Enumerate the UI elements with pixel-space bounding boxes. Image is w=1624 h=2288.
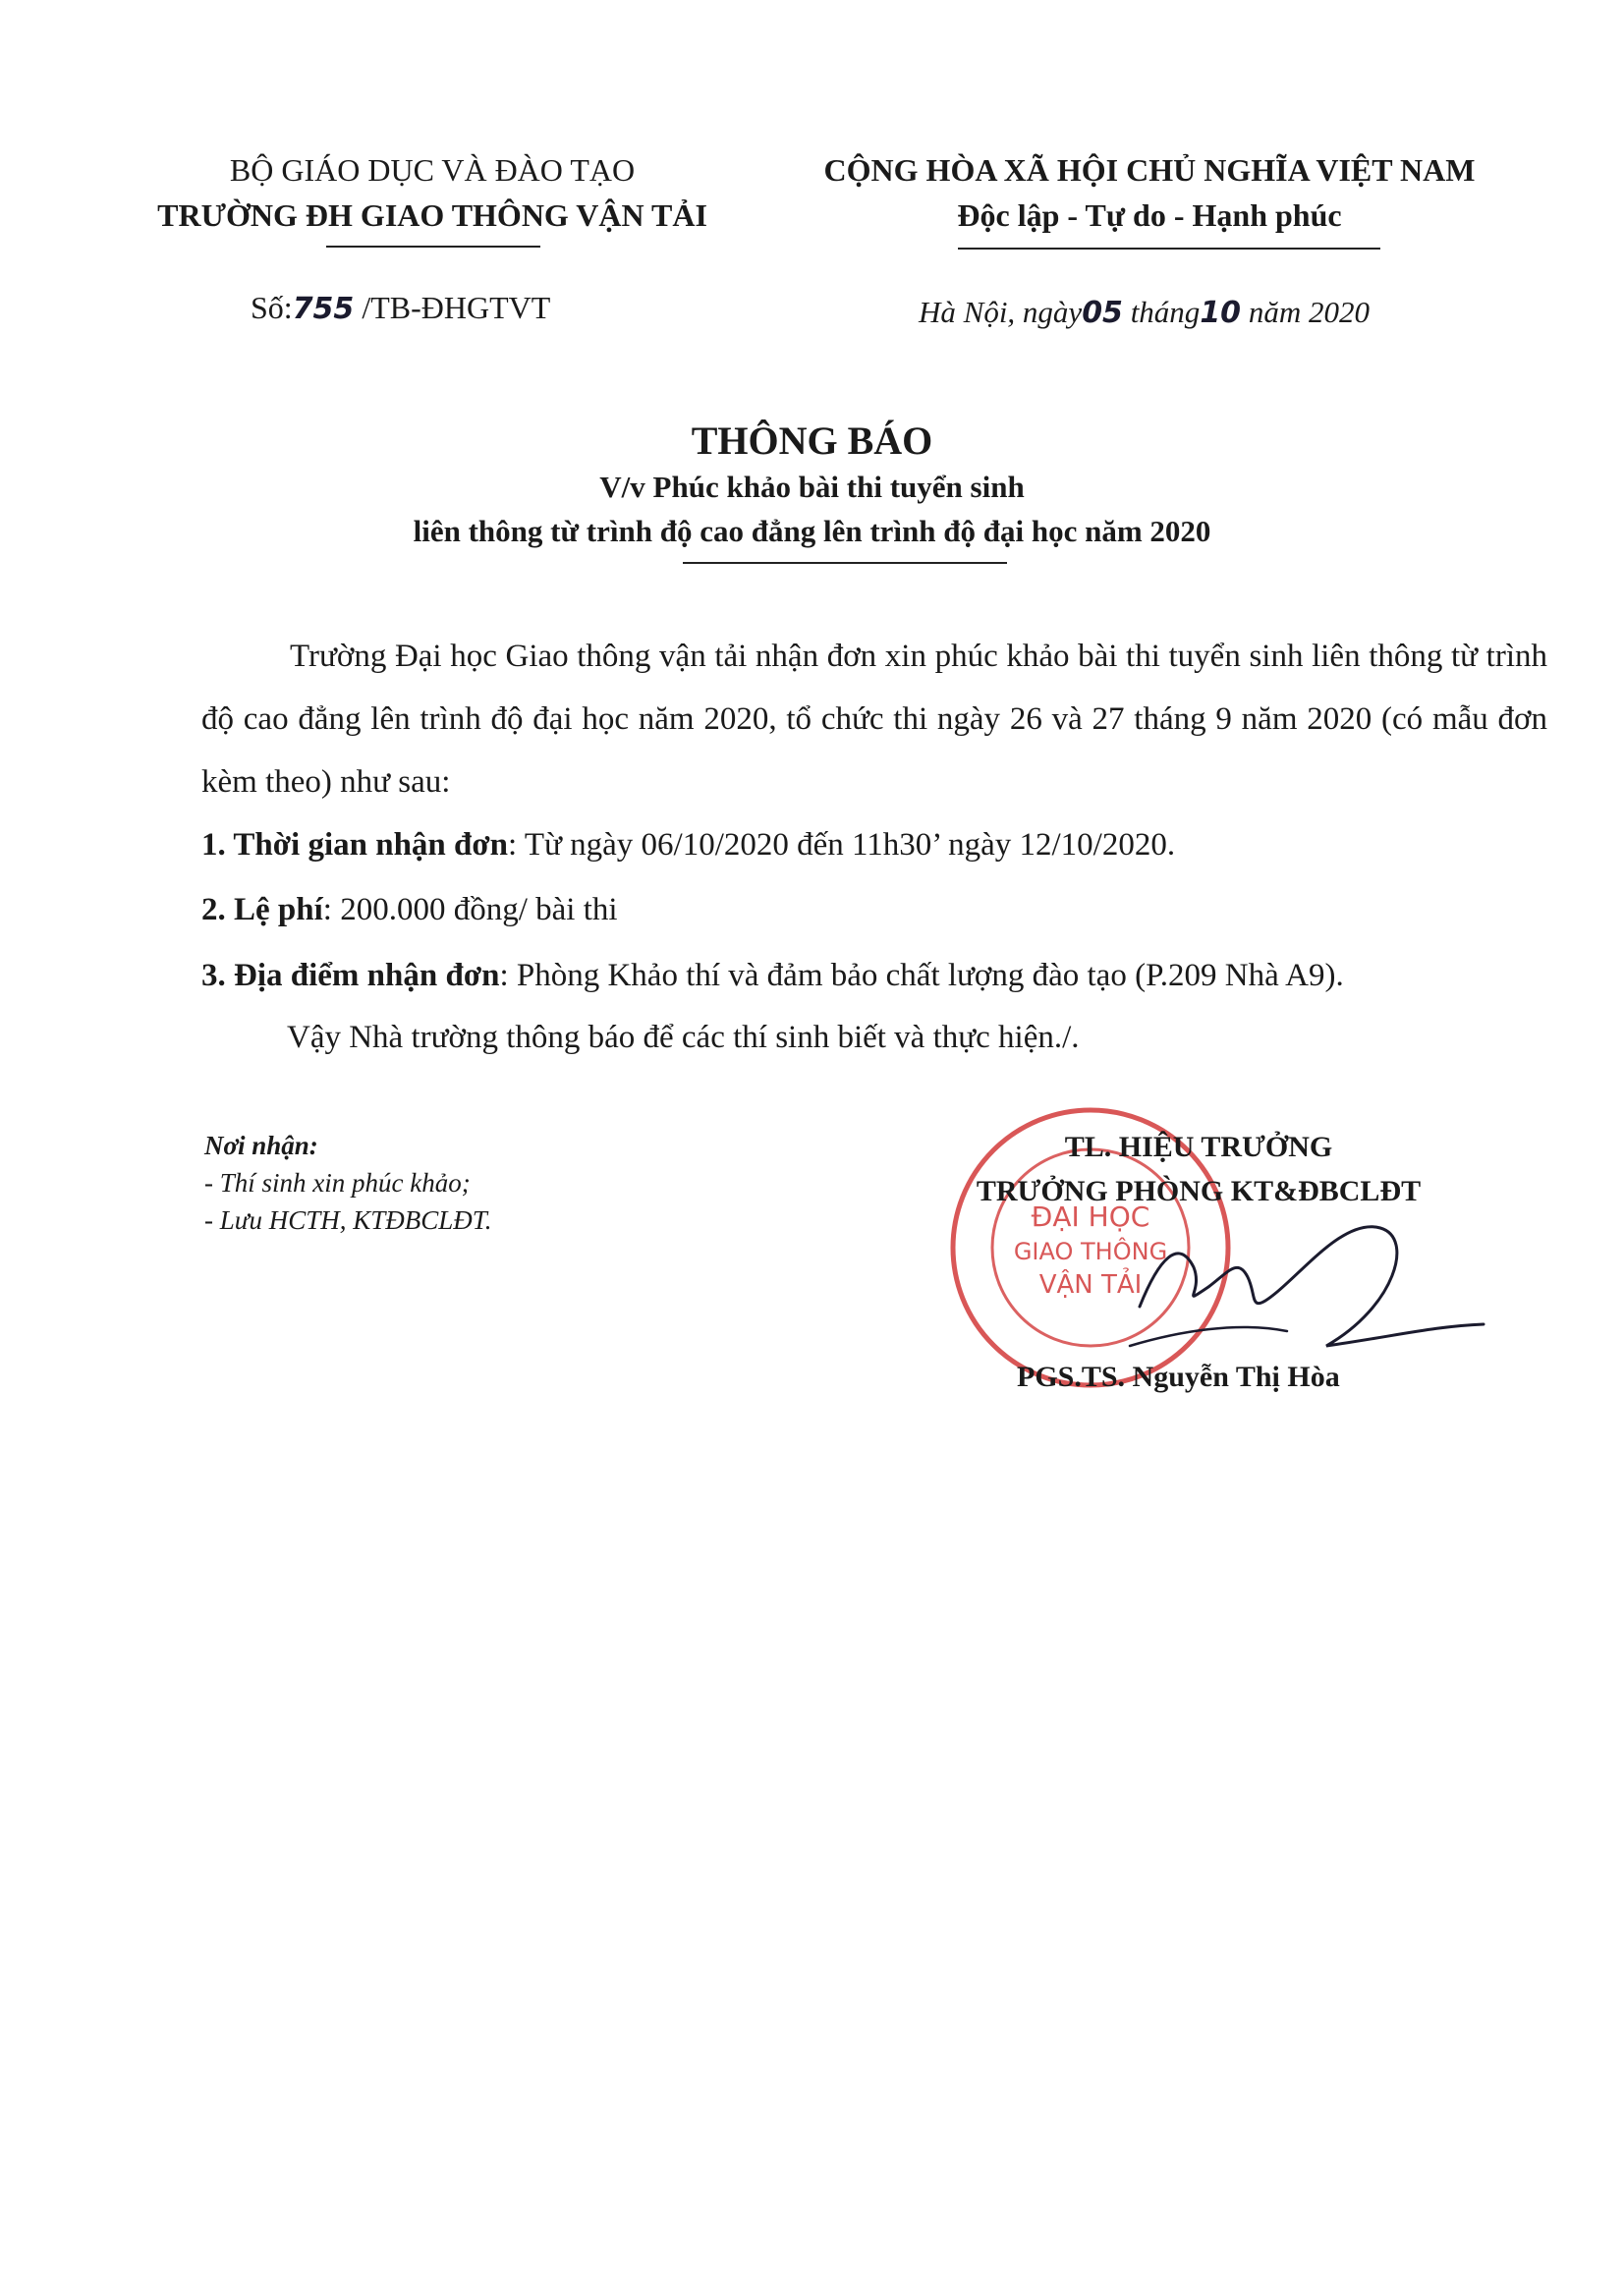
seal-text: GIAO THÔNG <box>1013 1238 1168 1265</box>
item-location <box>201 958 1344 994</box>
document-number <box>251 290 550 326</box>
subject-underline <box>683 562 1007 564</box>
seal-text: VẬN TẢI <box>1038 1270 1143 1300</box>
recipients-label: Nơi nhận: <box>204 1131 318 1160</box>
recipients-block <box>204 1127 492 1239</box>
issuer-underline <box>326 246 540 248</box>
number-suffix: /TB-ĐHGTVT <box>362 290 551 325</box>
item-text: : Từ ngày 06/10/2020 đến 11h30’ ngày 12/10/2020. <box>508 827 1176 863</box>
closing-sentence: Vậy Nhà trường thông báo để các thí sinh biết và thực hiện./. <box>287 1020 1080 1055</box>
school-name: TRƯỜNG ĐH GIAO THÔNG VẬN TẢI <box>157 197 707 233</box>
issue-date <box>919 295 1370 330</box>
recipient-item: - Lưu HCTH, KTĐBCLĐT. <box>204 1205 492 1235</box>
item-label: 3. Địa điểm nhận đơn <box>201 958 500 993</box>
item-text: : Phòng Khảo thí và đảm bảo chất lượng đào tạo (P.209 Nhà A9). <box>499 958 1344 993</box>
seal-text: ĐẠI HỌC <box>1031 1200 1150 1233</box>
date-part3: năm 2020 <box>1248 295 1370 329</box>
number-prefix: Số: <box>251 290 293 325</box>
ministry-name: BỘ GIÁO DỤC VÀ ĐÀO TẠO <box>229 152 636 188</box>
handwritten-month: 10 <box>1200 296 1242 330</box>
item-label: 2. Lệ phí <box>201 892 323 927</box>
item-text: : 200.000 đồng/ bài thi <box>322 892 618 927</box>
signature-line-1: TL. HIỆU TRƯỞNG <box>1064 1131 1333 1163</box>
handwritten-number: 755 <box>292 292 355 326</box>
item-receiving-time <box>201 827 1175 864</box>
item-label: 1. Thời gian nhận đơn <box>201 827 509 863</box>
date-part2: tháng <box>1130 295 1201 329</box>
subject-line-1: V/v Phúc khảo bài thi tuyển sinh <box>599 470 1025 504</box>
motto-underline <box>958 248 1380 250</box>
subject-line-2: liên thông từ trình độ cao đẳng lên trình độ đại học năm 2020 <box>413 514 1211 548</box>
recipient-item: - Thí sinh xin phúc khảo; <box>204 1168 471 1198</box>
body-paragraph: Trường Đại học Giao thông vận tải nhận đơn xin phúc khảo bài thi tuyển sinh liên thông từ trình độ cao đẳng lên trình độ đại học năm 2020, tổ chức thi ngày 26 và 27 tháng 9 năm 2020 (có mẫu đơn kèm theo) như sau: <box>201 639 1547 800</box>
issuer-block <box>138 147 727 238</box>
signature-line-2: TRƯỞNG PHÒNG KT&ĐBCLĐT <box>976 1175 1422 1207</box>
document-title: THÔNG BÁO <box>691 419 933 463</box>
national-motto: Độc lập - Tự do - Hạnh phúc <box>957 197 1342 233</box>
signer-name: PGS.TS. Nguyễn Thị Hòa <box>1017 1361 1340 1393</box>
handwritten-signature <box>1100 1199 1493 1375</box>
handwritten-day: 05 <box>1082 296 1123 330</box>
national-heading <box>776 147 1523 238</box>
item-fee <box>201 892 618 928</box>
country-name: CỘNG HÒA XÃ HỘI CHỦ NGHĨA VIỆT NAM <box>823 152 1476 188</box>
date-part1: Hà Nội, ngày <box>919 295 1083 329</box>
